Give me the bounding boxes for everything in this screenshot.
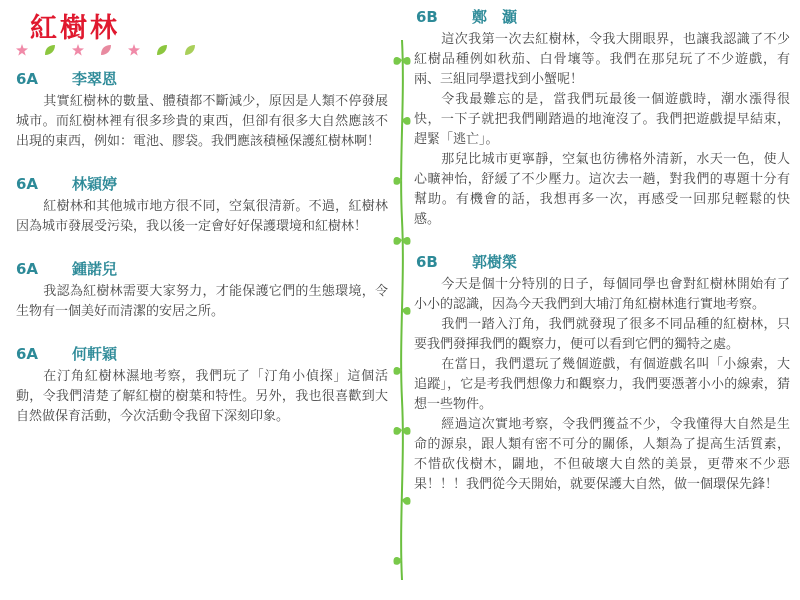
left-column <box>16 66 388 446</box>
section-heading <box>16 66 388 92</box>
reflection-paragraph: 其實紅樹林的數量、體積都不斷減少，原因是人類不停發展城市。而紅樹林裡有很多珍貴的東西，但卻有很多大自然應該不出現的東西，例如：電池、膠袋。我們應該積極保護紅樹林啊！ <box>16 94 388 149</box>
vine-divider <box>392 40 412 580</box>
reflection-section <box>414 249 790 495</box>
reflection-paragraph: 在汀角紅樹林濕地考察，我們玩了「汀角小偵探」這個活動，令我們清楚了解紅樹的樹葉和特性。另外，我也很喜歡到大自然做保育活動，今次活動令我留下深刻印象。 <box>16 369 388 424</box>
section-heading <box>16 256 388 282</box>
star-icon <box>128 44 140 56</box>
reflection-section <box>414 4 790 230</box>
student-name: 郭樹榮 <box>472 253 518 271</box>
reflection-paragraph: 我們一踏入汀角，我們就發現了很多不同品種的紅樹林，只要我們發揮我們的觀察力，便可以看到它們的獨特之處。 <box>414 317 790 352</box>
student-name: 何軒穎 <box>72 345 118 363</box>
section-heading <box>16 171 388 197</box>
leaf-icon <box>184 44 196 56</box>
reflection-paragraph: 令我最難忘的是，當我們玩最後一個遊戲時，潮水漲得很快，一下子就把我們剛踏過的地淹沒了。我們把遊戲提早結束，趕緊「逃亡」。 <box>414 92 790 147</box>
student-name: 林穎婷 <box>72 175 118 193</box>
decoration-row <box>16 44 196 56</box>
class-label: 6B <box>416 253 438 271</box>
reflection-paragraph: 那兒比城市更寧靜，空氣也彷彿格外清新，水天一色，使人心曠神怡，舒緩了不少壓力。這次去一趟，對我們的專題十分有幫助。有機會的話，我想再多一次，再感受一回那兒輕鬆的快感。 <box>414 152 790 227</box>
class-label: 6A <box>16 175 39 193</box>
class-label: 6A <box>16 260 39 278</box>
reflection-section <box>16 341 388 427</box>
leaf-icon <box>44 44 56 56</box>
reflection-paragraph: 紅樹林和其他城市地方很不同，空氣很清新。不過，紅樹林因為城市發展受污染，我以後一定會好好保護環境和紅樹林！ <box>16 199 388 234</box>
leaf-icon <box>100 44 112 56</box>
reflection-section <box>16 171 388 237</box>
section-heading <box>16 341 388 367</box>
star-icon <box>16 44 28 56</box>
section-heading <box>416 249 790 275</box>
right-column <box>414 4 790 514</box>
leaf-icon <box>156 44 168 56</box>
reflection-paragraph: 今天是個十分特別的日子，每個同學也會對紅樹林開始有了小小的認識，因為今天我們到大埔汀角紅樹林進行實地考察。 <box>414 277 790 312</box>
reflection-paragraph: 我認為紅樹林需要大家努力，才能保護它們的生態環境，令生物有一個美好而清潔的安居之所。 <box>16 284 388 319</box>
student-name: 鄭 灝 <box>472 8 518 26</box>
class-label: 6B <box>416 8 438 26</box>
student-name: 鍾諾兒 <box>72 260 118 278</box>
reflection-section <box>16 66 388 152</box>
page-title: 紅樹林 <box>30 13 120 44</box>
reflection-paragraph: 這次我第一次去紅樹林，令我大開眼界，也讓我認識了不少紅樹品種例如秋茄、白骨壤等。我們在那兒玩了不少遊戲，有兩、三組同學還找到小蟹呢！ <box>414 32 790 87</box>
star-icon <box>72 44 84 56</box>
class-label: 6A <box>16 70 39 88</box>
reflection-paragraph: 在當日，我們還玩了幾個遊戲，有個遊戲名叫「小線索，大追蹤」，它是考我們想像力和觀察力，我們要憑著小小的線索，猜想一些物件。 <box>414 357 790 412</box>
class-label: 6A <box>16 345 39 363</box>
reflection-section <box>16 256 388 322</box>
section-heading <box>416 4 790 30</box>
reflection-paragraph: 經過這次實地考察，令我們獲益不少，令我懂得大自然是生命的源泉，跟人類有密不可分的關係，人類為了提高生活質素，不惜砍伐樹木，闢地，不但破壞大自然的美景，更帶來不少惡果！！！我們從今天開始，就要保護大自然，做一個環保先鋒！ <box>414 417 790 492</box>
student-name: 李翠恩 <box>72 70 118 88</box>
